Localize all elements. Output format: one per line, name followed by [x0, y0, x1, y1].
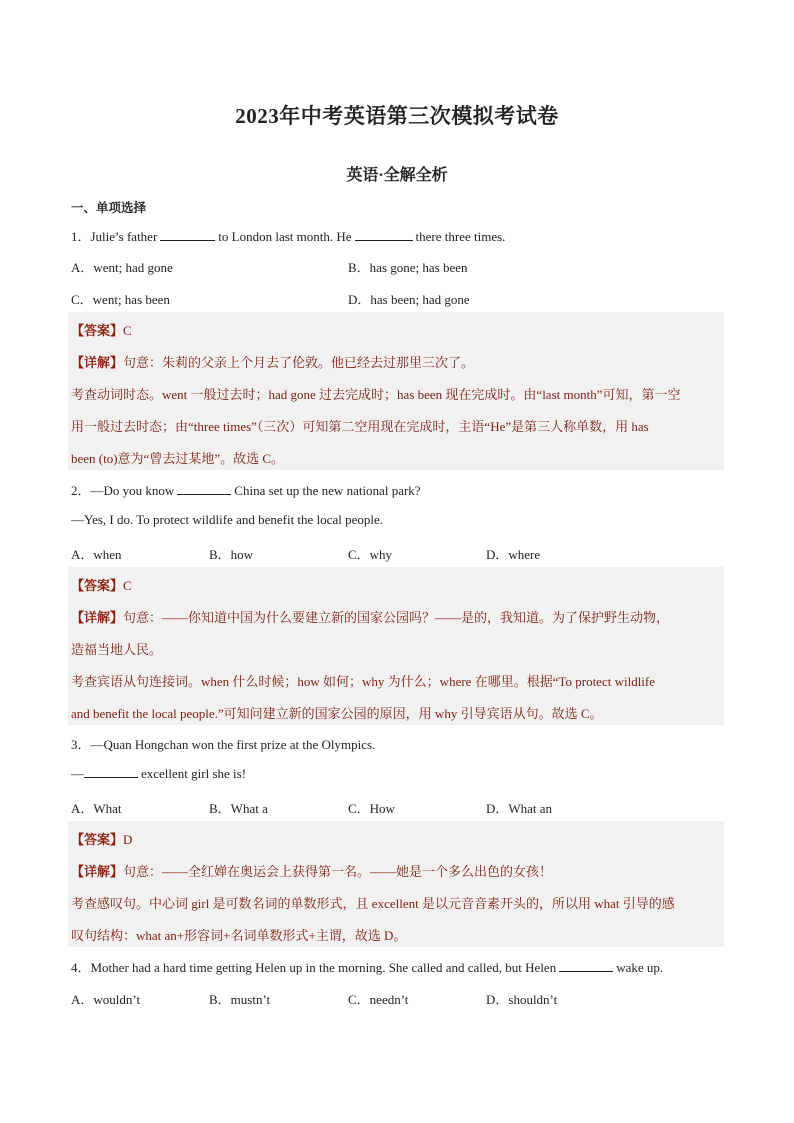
question-4-option-b: B．mustn’t [209, 992, 271, 1007]
question-1-stem [71, 226, 505, 245]
detail-line: 句意：朱莉的父亲上个月去了伦敦。他已经去过那里三次了。 [123, 355, 475, 370]
answer-blank [559, 960, 613, 972]
answer-blank [177, 483, 231, 495]
question-3-stem-part-b: excellent girl she is! [141, 766, 247, 781]
detail-tag: 【详解】 [71, 864, 124, 879]
answer-tag: 【答案】 [71, 578, 124, 593]
question-1-option-d: D．has been; had gone [348, 292, 470, 307]
question-1-detail [71, 352, 474, 371]
question-2-answer [71, 575, 132, 594]
detail-line: 叹句结构：what an+形容词+名词单数形式+主谓，故选 D。 [71, 928, 407, 943]
question-1-stem-part-c: there three times. [415, 229, 506, 244]
question-2-option-b: B．how [209, 547, 254, 562]
answer-value: C [123, 578, 132, 593]
detail-line: 考查动词时态。went 一般过去时；had gone 过去完成时；has been 现在完成时。由“last month”可知，第一空 [71, 387, 681, 402]
page-title: 2023年中考英语第三次模拟考试卷 [235, 104, 559, 128]
question-3-option-b: B．What a [209, 801, 268, 816]
detail-tag: 【详解】 [71, 610, 124, 625]
question-3-stem-part-a: — [71, 766, 84, 781]
question-2-stem-part-a: 2．—Do you know [71, 483, 175, 498]
answer-blank [160, 229, 215, 241]
question-2-option-c: C．why [348, 547, 393, 562]
answer-panel-2 [68, 567, 724, 725]
question-4-stem [71, 957, 663, 976]
question-2-stem-part-b: China set up the new national park? [234, 483, 421, 498]
question-4-option-d: D．shouldn’t [486, 992, 558, 1007]
question-3-option-a: A．What [71, 801, 122, 816]
question-3-stem-line-2 [71, 766, 246, 782]
question-2-stem-line-2: —Yes, I do. To protect wildlife and benefit the local people. [71, 512, 383, 527]
answer-value: C [123, 323, 132, 338]
answer-blank [84, 766, 138, 778]
detail-line: been (to)意为“曾去过某地”。故选 C。 [71, 451, 285, 466]
question-4-option-a: A．wouldn’t [71, 992, 141, 1007]
detail-line: 句意：——全红婵在奥运会上获得第一名。——她是一个多么出色的女孩！ [123, 864, 553, 879]
answer-value: D [123, 832, 133, 847]
question-2-stem [71, 480, 421, 499]
question-4-option-c: C．needn’t [348, 992, 409, 1007]
question-3-option-c: C．How [348, 801, 395, 816]
question-2-option-d: D．where [486, 547, 541, 562]
detail-tag: 【详解】 [71, 355, 124, 370]
answer-blank [355, 229, 413, 241]
question-1-stem-part-a: 1．Julie’s father [71, 229, 158, 244]
detail-line: 考查感叹句。中心词 girl 是可数名词的单数形式，且 excellent 是以元音音素开头的，所以用 what 引导的感 [71, 896, 675, 911]
question-4-stem-part-b: wake up. [616, 960, 664, 975]
answer-tag: 【答案】 [71, 323, 124, 338]
question-2-option-a: A．when [71, 547, 122, 562]
question-1-option-a: A．went; had gone [71, 260, 173, 275]
detail-line: 考查宾语从句连接词。when 什么时候；how 如何；why 为什么；where 在哪里。根据“To protect wildlife [71, 674, 656, 689]
question-1-option-b: B．has gone; has been [348, 260, 468, 275]
question-4-stem-part-a: 4．Mother had a hard time getting Helen up in the morning. She called and called, but Helen [71, 960, 557, 975]
question-2-detail [71, 607, 669, 626]
section-heading: 一、单项选择 [71, 201, 147, 215]
detail-line: 句意：——你知道中国为什么要建立新的国家公园吗？——是的，我知道。为了保护野生动物， [123, 610, 670, 625]
question-3-option-d: D．What an [486, 801, 553, 816]
question-3-detail [71, 861, 552, 880]
question-3-answer [71, 829, 132, 848]
page-subtitle: 英语·全解全析 [346, 167, 448, 184]
question-1-option-c: C．went; has been [71, 292, 170, 307]
detail-line: 造福当地人民。 [71, 642, 163, 657]
question-3-stem: 3．—Quan Hongchan won the first prize at the Olympics. [71, 737, 376, 752]
detail-line: and benefit the local people.”可知问建立新的国家公园的原因，用 why 引导宾语从句。故选 C。 [71, 706, 603, 721]
question-1-stem-part-b: to London last month. He [218, 229, 352, 244]
answer-tag: 【答案】 [71, 832, 124, 847]
question-1-answer [71, 320, 132, 339]
detail-line: 用一般过去时态；由“three times”（三次）可知第二空用现在完成时，主语“He”是第三人称单数，用 has [71, 419, 649, 434]
